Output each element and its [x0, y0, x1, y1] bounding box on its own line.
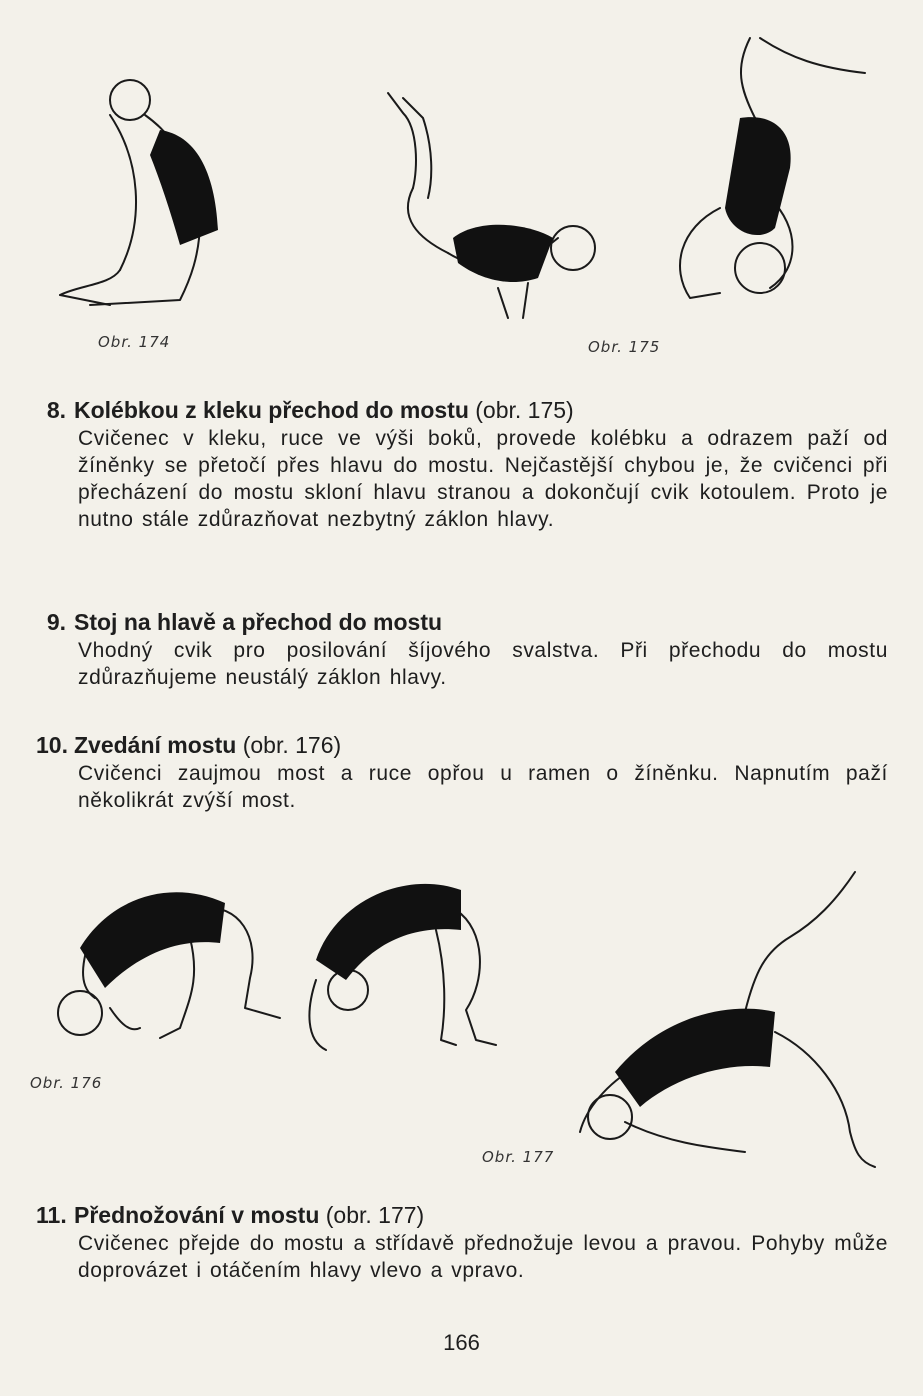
- figure-176-illustration-b: [296, 870, 506, 1060]
- exercise-description: Vhodný cvik pro posilování šíjového svalstva. Při přechodu do mostu zdůrazňujeme neustálý záklon hlavy.: [78, 639, 888, 689]
- figure-174-caption: Obr. 174: [98, 333, 171, 351]
- exercise-description: Cvičenec přejde do mostu a střídavě přednožuje levou a pravou. Pohyby může doprovázet i otáčením hlavy vlevo a vpravo.: [78, 1232, 888, 1282]
- exercise-title: Přednožování v mostu: [74, 1202, 320, 1228]
- figure-175-caption: Obr. 175: [588, 338, 661, 356]
- figure-177-illustration: [565, 862, 875, 1182]
- exercise-item-8: [36, 395, 888, 533]
- exercise-heading: [36, 730, 888, 760]
- exercise-item-9: [36, 607, 888, 691]
- figure-reference: (obr. 175): [475, 397, 574, 423]
- exercise-number: 8.: [46, 397, 66, 423]
- exercise-title: Kolébkou z kleku přechod do mostu: [74, 397, 469, 423]
- exercise-item-11: [36, 1200, 888, 1284]
- exercise-number: 11.: [36, 1202, 67, 1228]
- exercise-number: 9.: [46, 609, 66, 635]
- headstand-illustration: [660, 28, 875, 308]
- figure-176-caption: Obr. 176: [30, 1074, 103, 1092]
- exercise-description: Cvičenec v kleku, ruce ve výši boků, provede kolébku a odrazem paží od žíněnky se přetočí přes hlavu do mostu. Nejčastější chybou je, že cvičenci při přecházení do mostu skloní hlavu stranou a dokončují cvik kotoulem. Proto je nutno stále zdůrazňovat nezbytný záklon hlavy.: [78, 427, 888, 531]
- exercise-title: Zvedání mostu: [74, 732, 237, 758]
- exercise-heading: [36, 607, 888, 637]
- page-number: 166: [443, 1330, 480, 1355]
- figure-176-illustration-a: [50, 878, 280, 1048]
- figure-reference: (obr. 177): [325, 1202, 425, 1228]
- exercise-title: Stoj na hlavě a přechod do mostu: [74, 609, 443, 635]
- exercise-description: Cvičenci zaujmou most a ruce opřou u ramen o žíněnku. Napnutím paží několikrát zvýší most.: [78, 762, 888, 812]
- figure-reference: (obr. 176): [242, 732, 342, 758]
- exercise-heading: [36, 395, 888, 425]
- exercise-item-10: [36, 730, 888, 814]
- figure-174-illustration: [50, 70, 240, 320]
- exercise-number: 10.: [36, 732, 68, 758]
- figure-177-caption: Obr. 177: [482, 1148, 555, 1166]
- figure-175-illustration: [378, 88, 608, 328]
- exercise-heading: [36, 1200, 888, 1230]
